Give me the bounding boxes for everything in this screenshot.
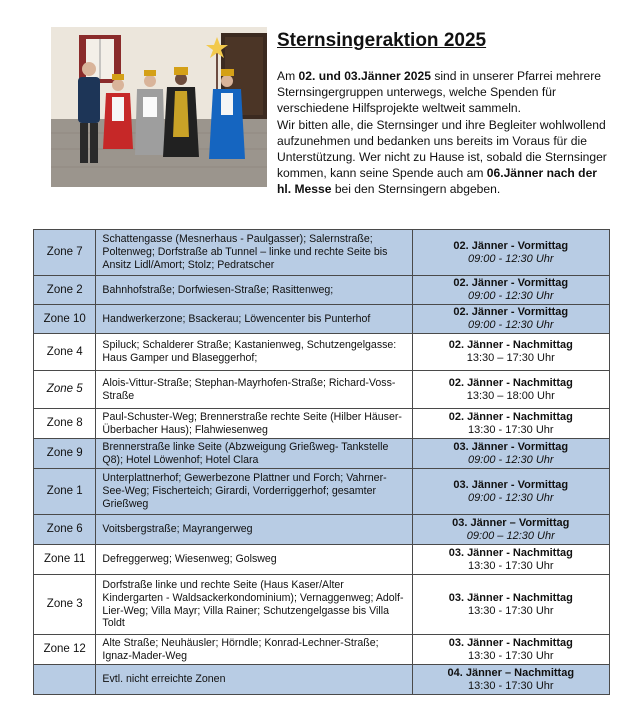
time-label: 13:30 - 17:30 Uhr <box>467 604 554 617</box>
streets-cell: Defreggerweg; Wiesenweg; Golsweg <box>96 545 412 575</box>
time-cell <box>412 230 609 276</box>
time-cell <box>412 305 609 334</box>
zones-table <box>33 229 610 695</box>
zone-cell: Zone 11 <box>34 545 96 575</box>
time-label: 13:30 - 17:30 Uhr <box>467 423 554 436</box>
date-label: 02. Jänner - Nachmittag <box>448 376 573 389</box>
date-label: 03. Jänner - Vormittag <box>453 440 569 453</box>
table-row <box>34 439 610 469</box>
streets-cell: Alte Straße; Neuhäusler; Hörndle; Konrad-Lechner-Straße; Ignaz-Mader-Weg <box>96 635 412 665</box>
time-label: 13:30 – 17:30 Uhr <box>466 352 555 364</box>
streets-cell: Alois-Vittur-Straße; Stephan-Mayrhofen-Straße; Richard-Voss-Straße <box>96 371 412 409</box>
intro-p1-a: Am <box>277 69 299 83</box>
time-label: 09:00 - 12:30 Uhr <box>467 453 554 466</box>
date-label: 04. Jänner – Nachmittag <box>447 666 575 679</box>
zone-cell: Zone 1 <box>34 469 96 515</box>
page-title: Sternsingeraktion 2025 <box>277 30 487 51</box>
intro-p2-date: 06.Jänner nach der hl. Messe <box>277 166 598 197</box>
date-label: 02. Jänner - Nachmittag <box>448 339 573 352</box>
time-cell <box>412 371 609 409</box>
intro-p1-dates: 02. und 03.Jänner 2025 <box>298 69 431 83</box>
group-photo <box>51 27 267 187</box>
table-row <box>34 665 610 695</box>
table-row <box>34 230 610 276</box>
zone-cell: Zone 2 <box>34 276 96 305</box>
streets-cell: Unterplattnerhof; Gewerbezone Plattner und Forch; Vahrner-See-Weg; Fischerteich; Girardi, Vorderriggerhof; gesamter Grießweg <box>96 469 412 515</box>
time-cell <box>412 469 609 515</box>
sternsinger-photo-illustration <box>51 27 267 187</box>
time-cell <box>412 276 609 305</box>
time-label: 13:30 – 18:00 Uhr <box>466 389 555 402</box>
table-row <box>34 635 610 665</box>
table-row <box>34 575 610 635</box>
intro-p2: Wir bitten alle, die Sternsinger und ihre Begleiter wohlwollend aufzunehmen und bedanken uns bereits im Voraus für die Unterstützung. Wer nicht zu Hause ist, sobald die Sternsinger kommen, kann seine Spende auch am <box>277 117 607 181</box>
zone-cell: Zone 4 <box>34 334 96 371</box>
date-label: 03. Jänner – Vormittag <box>452 516 570 529</box>
time-cell <box>412 545 609 575</box>
time-cell <box>412 575 609 635</box>
time-label: 09:00 - 12:30 Uhr <box>467 491 554 504</box>
zone-cell: Zone 6 <box>34 515 96 545</box>
time-label: 09:00 - 12:30 Uhr <box>467 252 554 265</box>
streets-cell: Dorfstraße linke und rechte Seite (Haus Kaser/Alter Kindergarten - Waldsackerkondominium); Vernaggenweg; Adolf-Lier-Weg; Villa Mayr; Villa Rainer; Schutzengelgasse bis Villa Toldt <box>96 575 412 635</box>
intro-paragraph-1 <box>277 68 607 117</box>
time-cell <box>412 334 609 371</box>
table-row <box>34 515 610 545</box>
time-label: 09:00 – 12:30 Uhr <box>466 529 555 542</box>
date-label: 03. Jänner - Nachmittag <box>448 591 573 604</box>
zone-cell: Zone 3 <box>34 575 96 635</box>
intro-p2-c: bei den Sternsingern abgeben. <box>331 182 501 197</box>
time-label: 13:30 - 17:30 Uhr <box>467 679 554 692</box>
zone-cell: Zone 8 <box>34 409 96 439</box>
zone-cell: Zone 9 <box>34 439 96 469</box>
intro-p1-c: sind in unserer Pfarrei mehrere Sternsingergruppen unterwegs, welche Spenden für verschiedene Hilfsprojekte weltweit sammeln. <box>277 69 602 116</box>
streets-cell: Bahnhofstraße; Dorfwiesen-Straße; Rasittenweg; <box>96 276 412 305</box>
zone-cell: Zone 5 <box>34 371 96 409</box>
date-label: 03. Jänner - Nachmittag <box>448 546 573 559</box>
intro-text <box>277 68 607 198</box>
streets-cell: Voitsbergstraße; Mayrangerweg <box>96 515 412 545</box>
streets-cell: Brennerstraße linke Seite (Abzweigung Grießweg- Tankstelle Q8); Hotel Löwenhof; Hotel Clara <box>96 439 412 469</box>
zone-cell: Zone 10 <box>34 305 96 334</box>
zone-cell <box>34 665 96 695</box>
table-row <box>34 276 610 305</box>
date-label: 03. Jänner - Vormittag <box>453 478 569 491</box>
time-cell <box>412 409 609 439</box>
time-label: 13:30 - 17:30 Uhr <box>467 559 554 572</box>
streets-cell: Paul-Schuster-Weg; Brennerstraße rechte Seite (Hilber Häuser- Überbacher Haus); Flahwiesenweg <box>96 409 412 439</box>
time-label: 09:00 - 12:30 Uhr <box>467 290 554 302</box>
date-label: 03. Jänner - Nachmittag <box>448 636 573 649</box>
streets-cell: Schattengasse (Mesnerhaus - Paulgasser); Salernstraße; Poltenweg; Dorfstraße ab Tunnel – linke und rechte Seite bis Ansitz Lidl/Amort; Stolz; Pedratscher <box>96 230 412 276</box>
date-label: 02. Jänner - Nachmittag <box>448 410 573 423</box>
date-label: 02. Jänner - Vormittag <box>453 277 569 290</box>
time-cell <box>412 665 609 695</box>
table-row <box>34 545 610 575</box>
table-row <box>34 469 610 515</box>
streets-cell: Spiluck; Schalderer Straße; Kastanienweg, Schutzengelgasse: Haus Gamper und Blaseggerhof; <box>96 334 412 371</box>
time-cell <box>412 439 609 469</box>
zone-cell: Zone 12 <box>34 635 96 665</box>
streets-cell: Evtl. nicht erreichte Zonen <box>96 665 412 695</box>
table-row <box>34 409 610 439</box>
table-row <box>34 305 610 334</box>
streets-cell: Handwerkerzone; Bsackerau; Löwencenter bis Punterhof <box>96 305 412 334</box>
time-cell <box>412 635 609 665</box>
time-label: 09:00 - 12:30 Uhr <box>467 319 554 331</box>
time-label: 13:30 - 17:30 Uhr <box>467 649 554 662</box>
table-row <box>34 334 610 371</box>
date-label: 02. Jänner - Vormittag <box>453 239 569 252</box>
time-cell <box>412 515 609 545</box>
intro-paragraph-2 <box>277 117 607 198</box>
zone-cell: Zone 7 <box>34 230 96 276</box>
date-label: 02. Jänner - Vormittag <box>453 306 569 319</box>
table-row <box>34 371 610 409</box>
